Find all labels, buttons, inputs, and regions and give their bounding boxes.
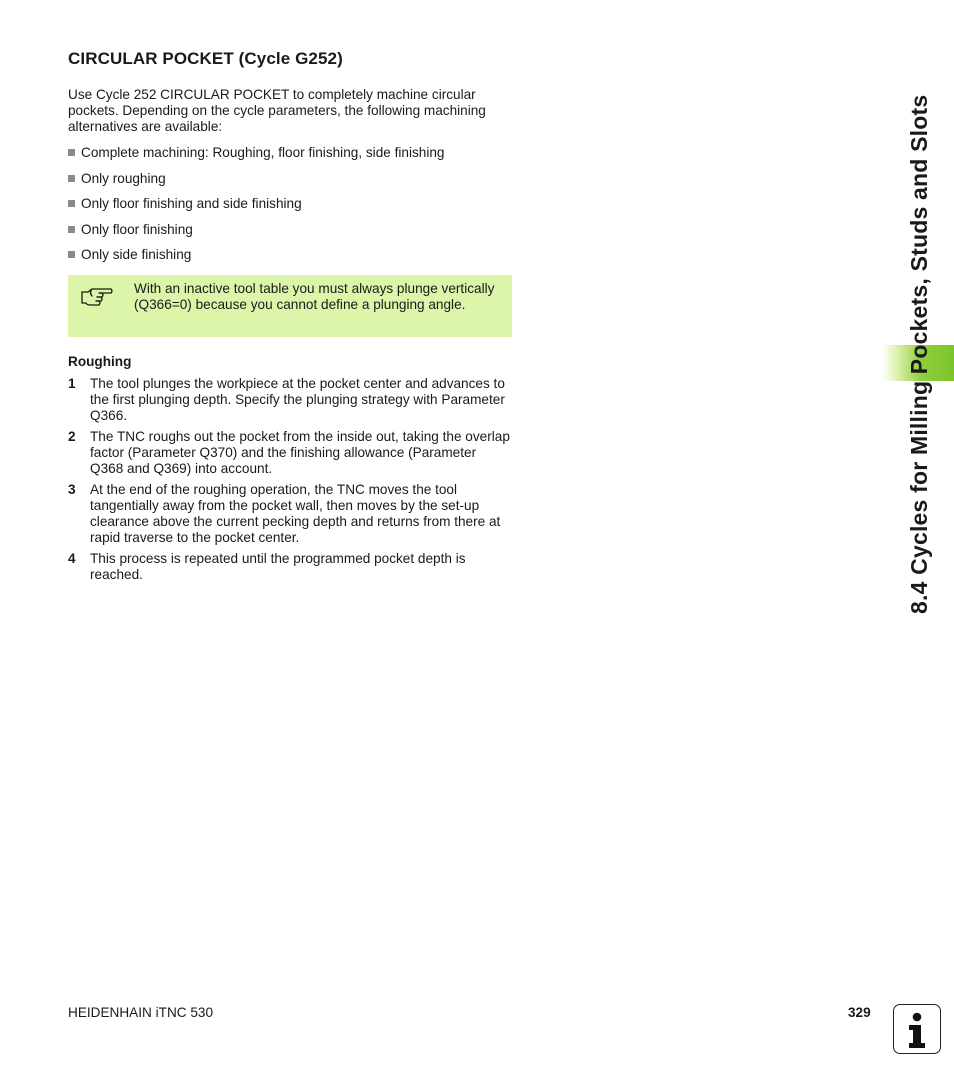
step-item [68, 429, 513, 477]
step-item [68, 376, 513, 424]
step-text: The TNC roughs out the pocket from the inside out, taking the overlap factor (Parameter Q370) and the finishing allowance (Parameter Q368 and Q369) into account. [90, 429, 510, 476]
bullet-square-icon [68, 149, 75, 156]
info-icon [893, 1004, 941, 1054]
list-item [68, 196, 518, 222]
alternatives-list [68, 145, 518, 273]
step-item [68, 551, 513, 583]
intro-paragraph: Use Cycle 252 CIRCULAR POCKET to completely machine circular pockets. Depending on the cycle parameters, the following machining alternatives are available: [68, 87, 486, 134]
pointing-hand-icon [80, 284, 114, 310]
note-box [68, 275, 512, 337]
step-number: 4 [68, 551, 76, 566]
bullet-square-icon [68, 175, 75, 182]
list-item [68, 171, 518, 197]
bullet-square-icon [68, 200, 75, 207]
step-text: This process is repeated until the programmed pocket depth is reached. [90, 551, 466, 582]
footer-product: HEIDENHAIN iTNC 530 [68, 1005, 214, 1020]
bullet-square-icon [68, 251, 75, 258]
section-heading-roughing: Roughing [68, 354, 132, 369]
list-item-text: Only side finishing [81, 247, 192, 262]
chapter-side-title: 8.4 Cycles for Milling Pockets, Studs and Slots [906, 94, 932, 614]
step-text: The tool plunges the workpiece at the pocket center and advances to the first plunging depth. Specify the plunging strategy with Parameter Q366. [90, 376, 505, 423]
page-number: 329 [848, 1005, 871, 1020]
bullet-square-icon [68, 226, 75, 233]
step-number: 1 [68, 376, 76, 391]
list-item-text: Complete machining: Roughing, floor finishing, side finishing [81, 145, 445, 160]
note-text: With an inactive tool table you must always plunge vertically (Q366=0) because you cannot define a plunging angle. [134, 281, 495, 312]
list-item [68, 145, 518, 171]
list-item-text: Only roughing [81, 170, 166, 186]
step-text: At the end of the roughing operation, the TNC moves the tool tangentially away from the pocket wall, then moves by the set-up clearance above the current pecking depth and returns from there at rapid traverse to the pocket center. [90, 482, 501, 545]
page-title: CIRCULAR POCKET (Cycle G252) [68, 49, 343, 68]
list-item [68, 222, 518, 248]
list-item [68, 247, 518, 273]
list-item-text: Only floor finishing [81, 221, 193, 237]
list-item-text: Only floor finishing and side finishing [81, 196, 302, 211]
step-number: 2 [68, 429, 76, 444]
step-number: 3 [68, 482, 76, 497]
step-item [68, 482, 513, 546]
roughing-steps [68, 376, 513, 588]
